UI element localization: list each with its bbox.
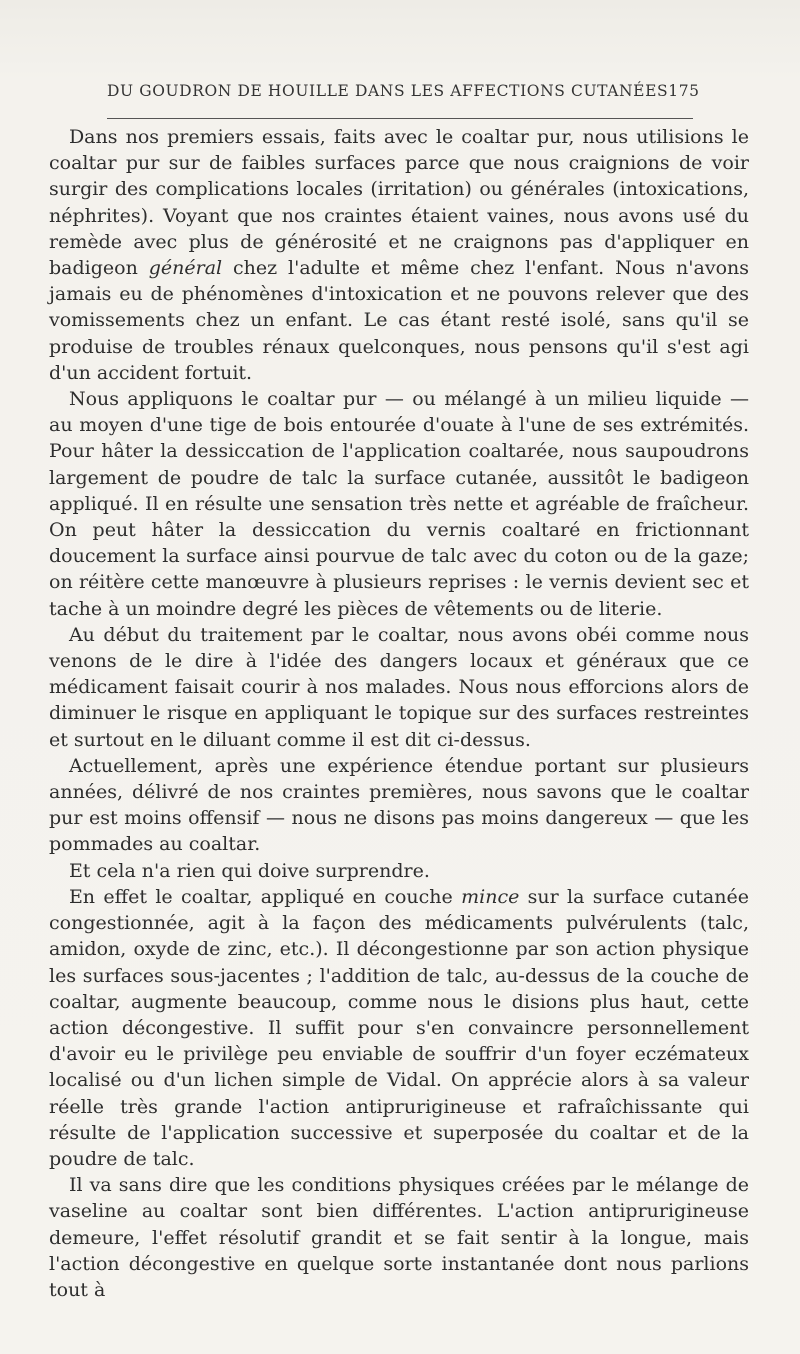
- paragraph-3: Au début du traitement par le coaltar, nous avons obéi comme nous venons de le dire à l'idée des dangers locaux et généraux que ce médicament faisait courir à nos malades. Nous nous efforcions alors de diminuer le risque en appliquant le topique sur des surfaces restreintes et surtout en le diluant comme il est dit ci-dessus.: [49, 623, 749, 751]
- body-text: [49, 124, 749, 1303]
- running-title: DU GOUDRON DE HOUILLE DANS LES AFFECTIONS CUTANÉES: [107, 82, 669, 100]
- running-header: [107, 82, 700, 100]
- paragraph-6: En effet le coaltar, appliqué en couche mince sur la surface cutanée congestionnée, agit à la façon des médicaments pulvérulents (talc, amidon, oxyde de zinc, etc.). Il décongestionne par son action physique les surfaces sous-jacentes ; l'addition de talc, au-dessus de la couche de coaltar, augmente beaucoup, comme nous le disions plus haut, cette action décongestive. Il suffit pour s'en convaincre personnellement d'avoir eu le privilège peu enviable de souffrir d'un foyer eczémateux localisé ou d'un lichen simple de Vidal. On apprécie alors à sa valeur réelle très grande l'action antiprurigineuse et rafraîchissante qui résulte de l'application successive et superposée du coaltar et de la poudre de talc.: [49, 885, 749, 1170]
- paragraph-2: Nous appliquons le coaltar pur — ou mélangé à un milieu liquide — au moyen d'une tige de bois entourée d'ouate à l'une de ses extrémités. Pour hâter la dessiccation de l'application coaltarée, nous saupoudrons largement de poudre de talc la surface cutanée, aussitôt le badigeon appliqué. Il en résulte une sensation très nette et agréable de fraîcheur. On peut hâter la dessiccation du vernis coaltaré en frictionnant doucement la surface ainsi pourvue de talc avec du coton ou de la gaze; on réitère cette manœuvre à plusieurs reprises : le vernis devient sec et tache à un moindre degré les pièces de vêtements ou de literie.: [49, 388, 749, 620]
- header-rule: [107, 118, 693, 119]
- italic-general: général: [148, 257, 223, 280]
- paragraph-1: Dans nos premiers essais, faits avec le coaltar pur, nous utilisions le coaltar pur sur de faibles surfaces parce que nous craignions de voir surgir des complications locales (irritation) ou générales (intoxications, néphrites). Voyant que nos craintes étaient vaines, nous avons usé du remède avec plus de générosité et ne craignons pas d'appliquer en badigeon général chez l'adulte et même chez l'enfant. Nous n'avons jamais eu de phénomènes d'intoxication et ne pouvons relever que des vomissements chez un enfant. Le cas étant resté isolé, sans qu'il se produise de troubles rénaux quelconques, nous pensons qu'il s'est agi d'un accident fortuit.: [49, 126, 749, 384]
- paragraph-7: Il va sans dire que les conditions physiques créées par le mélange de vaseline au coaltar sont bien différentes. L'action antiprurigineuse demeure, l'effet résolutif grandit et se fait sentir à la longue, mais l'action décongestive en quelque sorte instantanée dont nous parlions tout à: [49, 1174, 749, 1301]
- italic-mince: mince: [461, 885, 520, 908]
- page-number: 175: [668, 82, 700, 100]
- paragraph-4: Actuellement, après une expérience étendue portant sur plusieurs années, délivré de nos craintes premières, nous savons que le coaltar pur est moins offensif — nous ne disons pas moins dangereux — que les pommades au coaltar.: [49, 754, 749, 856]
- paragraph-5: Et cela n'a rien qui doive surprendre.: [68, 859, 430, 882]
